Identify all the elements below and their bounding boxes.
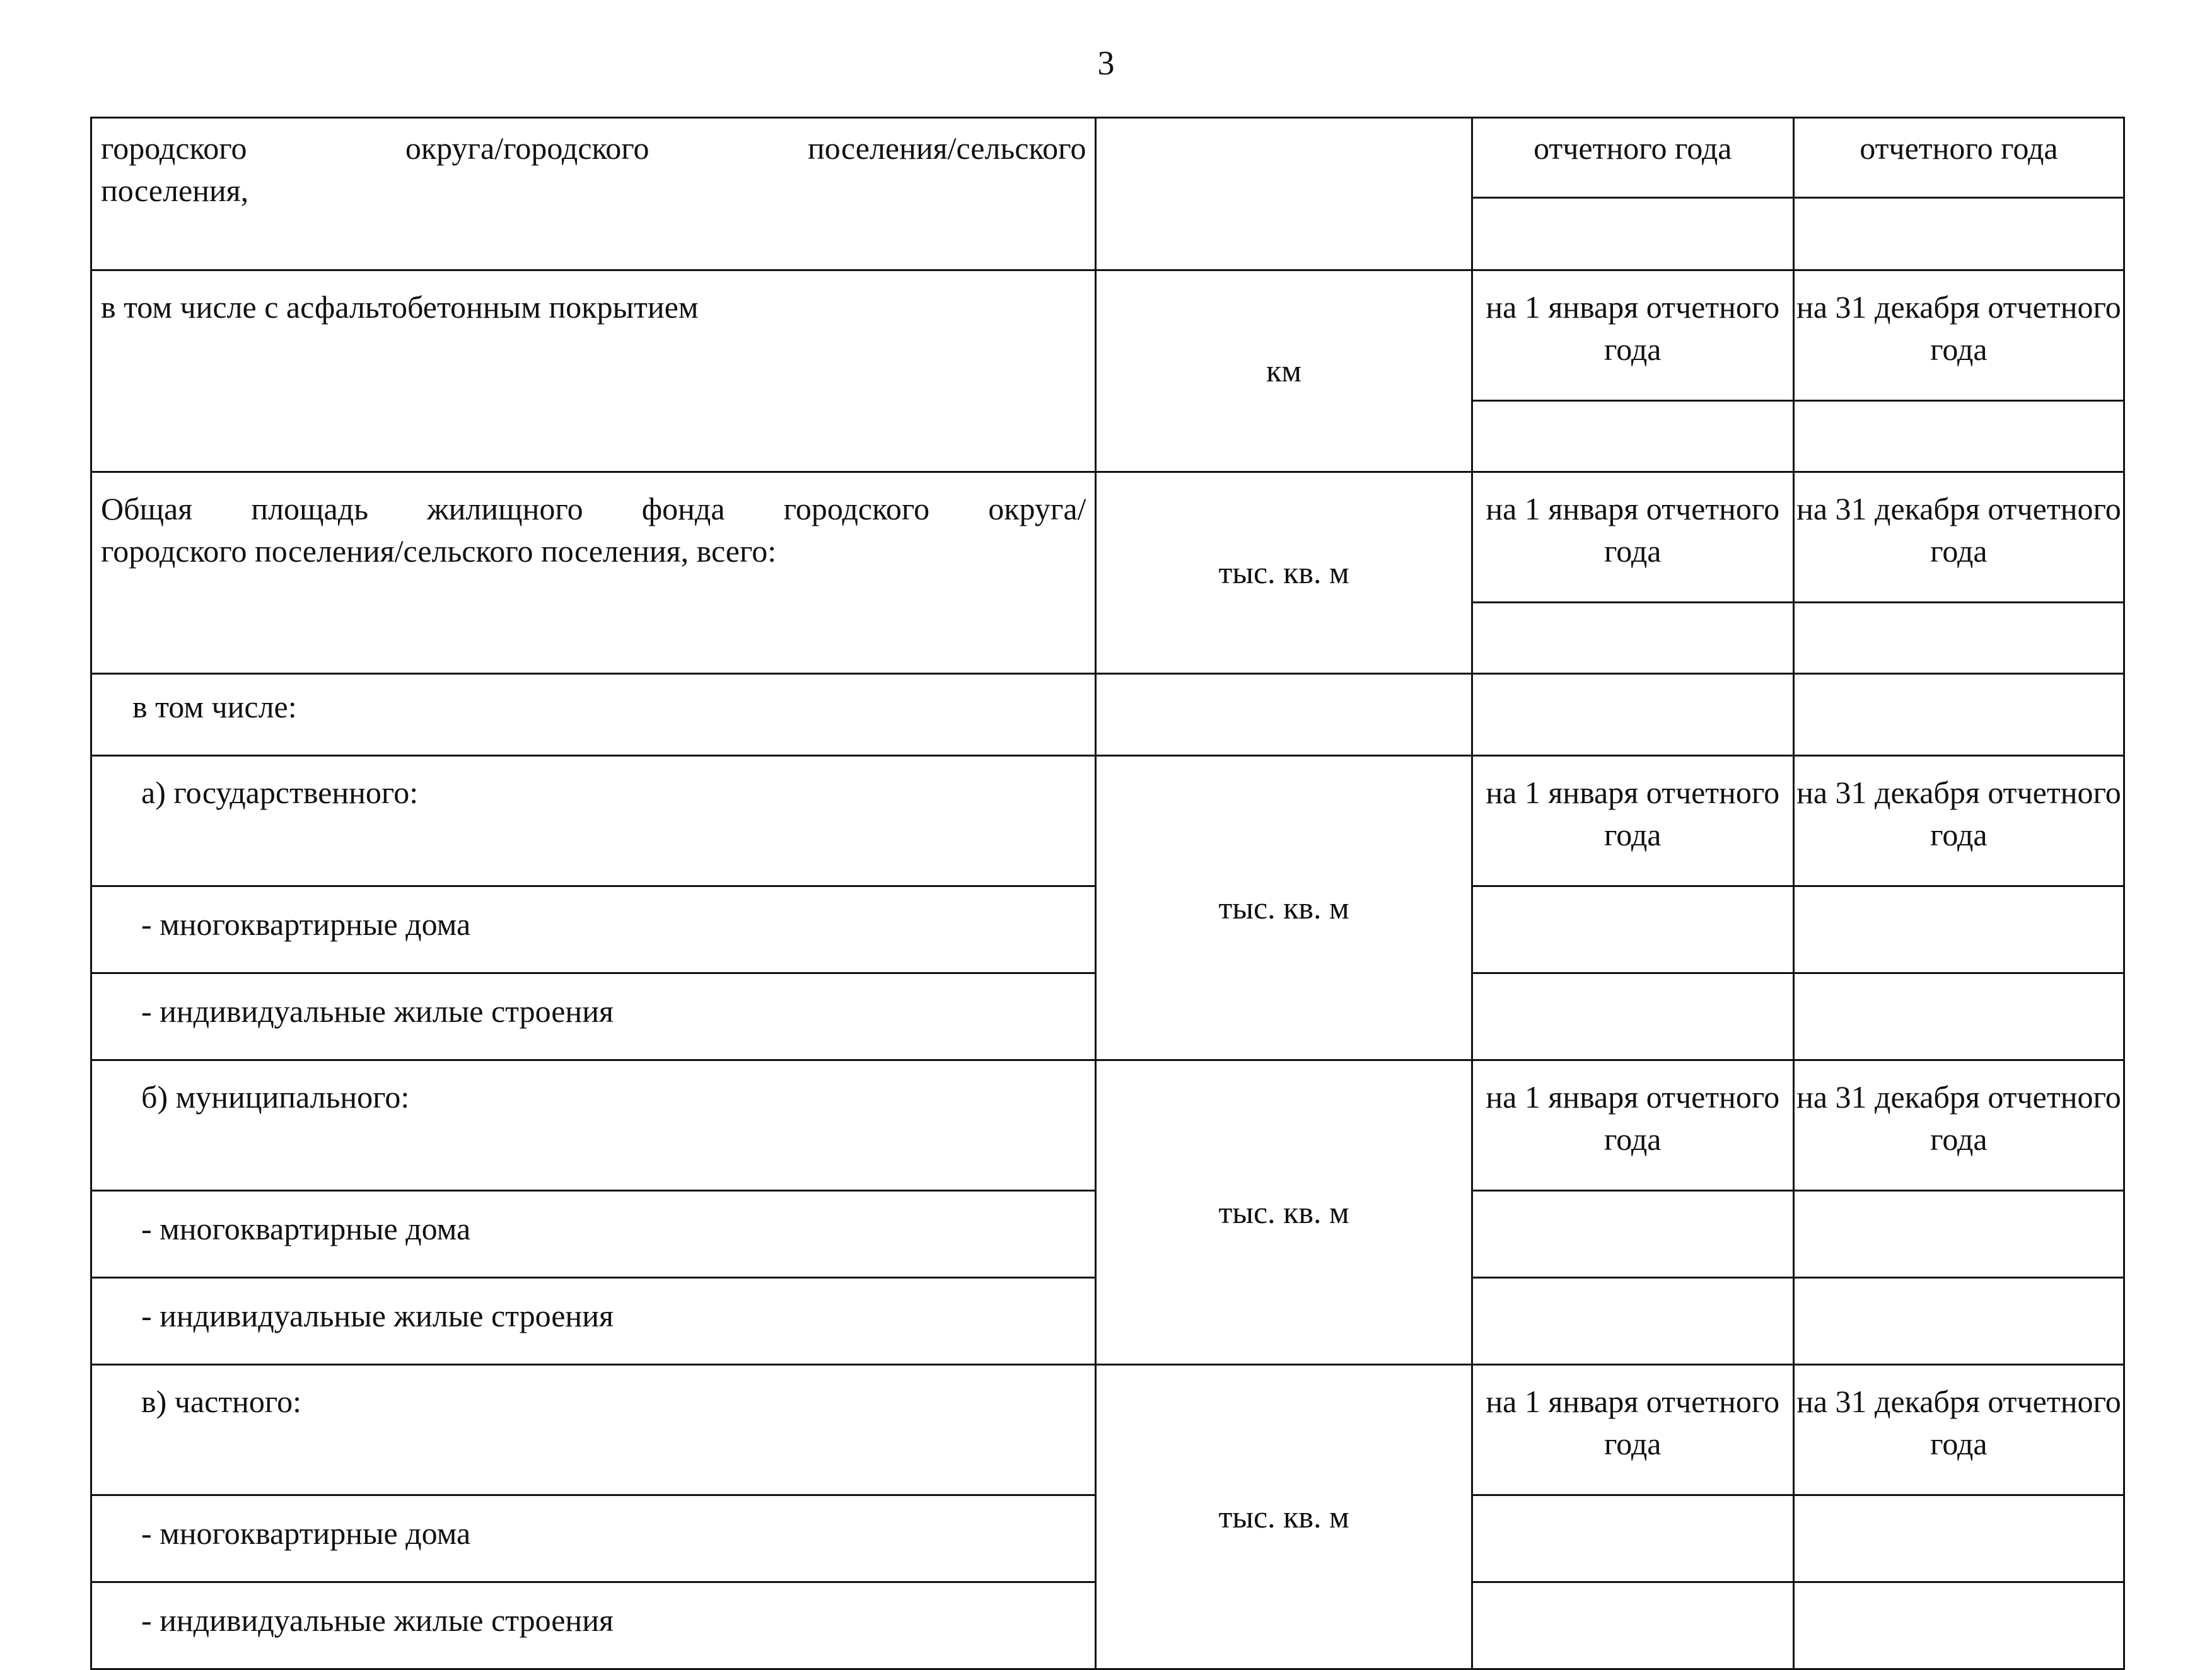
value-cell-end[interactable] [1793, 1278, 2124, 1365]
page-number: 3 [1097, 44, 1115, 82]
table-row [91, 270, 2124, 401]
period-end-label: на 31 декабря отчетного года [1793, 270, 2124, 401]
table-row [91, 674, 2124, 756]
table-row [91, 756, 2124, 886]
table-row [91, 472, 2124, 603]
value-cell-start[interactable] [1472, 1582, 1793, 1669]
unit-cell: тыс. кв. м [1096, 1060, 1472, 1365]
subitem-label: - многоквартирные дома [91, 886, 1096, 973]
value-cell-start[interactable] [1472, 1278, 1793, 1365]
subitem-label: - многоквартирные дома [91, 1495, 1096, 1582]
value-cell-end[interactable] [1793, 886, 2124, 973]
value-cell-end[interactable] [1793, 674, 2124, 756]
table-row [91, 1060, 2124, 1191]
value-cell-end[interactable] [1793, 603, 2124, 674]
row-label: в том числе: [91, 674, 1096, 756]
value-cell-start[interactable] [1472, 1495, 1793, 1582]
period-start-label: на 1 января отчетного года [1472, 1060, 1793, 1191]
unit-cell: км [1096, 270, 1472, 472]
unit-cell: тыс. кв. м [1096, 472, 1472, 674]
value-cell-end[interactable] [1793, 401, 2124, 472]
value-cell-start[interactable] [1472, 973, 1793, 1060]
group-label: б) муниципального: [91, 1060, 1096, 1191]
period-end-label: отчетного года [1793, 118, 2124, 198]
table-row [91, 118, 2124, 198]
period-end-label: на 31 декабря отчетного года [1793, 1060, 2124, 1191]
period-end-label: на 31 декабря отчетного года [1793, 1365, 2124, 1495]
row-label-line: Общая площадь жилищного фонда городского округа/ [101, 491, 1086, 526]
value-cell-start[interactable] [1472, 886, 1793, 973]
row-label-line: городского округа/городского поселения/сельского [101, 130, 1086, 166]
value-cell-start[interactable] [1472, 603, 1793, 674]
row-label: в том числе с асфальтобетонным покрытием [91, 270, 1096, 472]
value-cell-end[interactable] [1793, 1495, 2124, 1582]
subitem-label: - многоквартирные дома [91, 1191, 1096, 1278]
period-end-label: на 31 декабря отчетного года [1793, 756, 2124, 886]
row-label-line: поселения, [101, 173, 249, 208]
value-cell-start[interactable] [1472, 198, 1793, 270]
subitem-label: - индивидуальные жилые строения [91, 1582, 1096, 1669]
row-label [91, 118, 1096, 270]
value-cell-end[interactable] [1793, 1582, 2124, 1669]
value-cell-end[interactable] [1793, 1191, 2124, 1278]
unit-cell [1096, 118, 1472, 270]
subitem-label: - индивидуальные жилые строения [91, 973, 1096, 1060]
group-label: в) частного: [91, 1365, 1096, 1495]
row-label-line: городского поселения/сельского поселения, всего: [101, 533, 777, 569]
unit-cell [1096, 674, 1472, 756]
value-cell-start[interactable] [1472, 401, 1793, 472]
value-cell-end[interactable] [1793, 198, 2124, 270]
period-start-label: на 1 января отчетного года [1472, 472, 1793, 603]
value-cell-start[interactable] [1472, 1191, 1793, 1278]
period-start-label: отчетного года [1472, 118, 1793, 198]
value-cell-end[interactable] [1793, 973, 2124, 1060]
period-start-label: на 1 января отчетного года [1472, 270, 1793, 401]
period-end-label: на 31 декабря отчетного года [1793, 472, 2124, 603]
table-row [91, 1365, 2124, 1495]
indicators-table [90, 117, 2125, 1670]
unit-cell: тыс. кв. м [1096, 1365, 1472, 1669]
unit-cell: тыс. кв. м [1096, 756, 1472, 1060]
group-label: а) государственного: [91, 756, 1096, 886]
period-start-label: на 1 января отчетного года [1472, 1365, 1793, 1495]
row-label [91, 472, 1096, 674]
subitem-label: - индивидуальные жилые строения [91, 1278, 1096, 1365]
period-start-label: на 1 января отчетного года [1472, 756, 1793, 886]
value-cell-start[interactable] [1472, 674, 1793, 756]
